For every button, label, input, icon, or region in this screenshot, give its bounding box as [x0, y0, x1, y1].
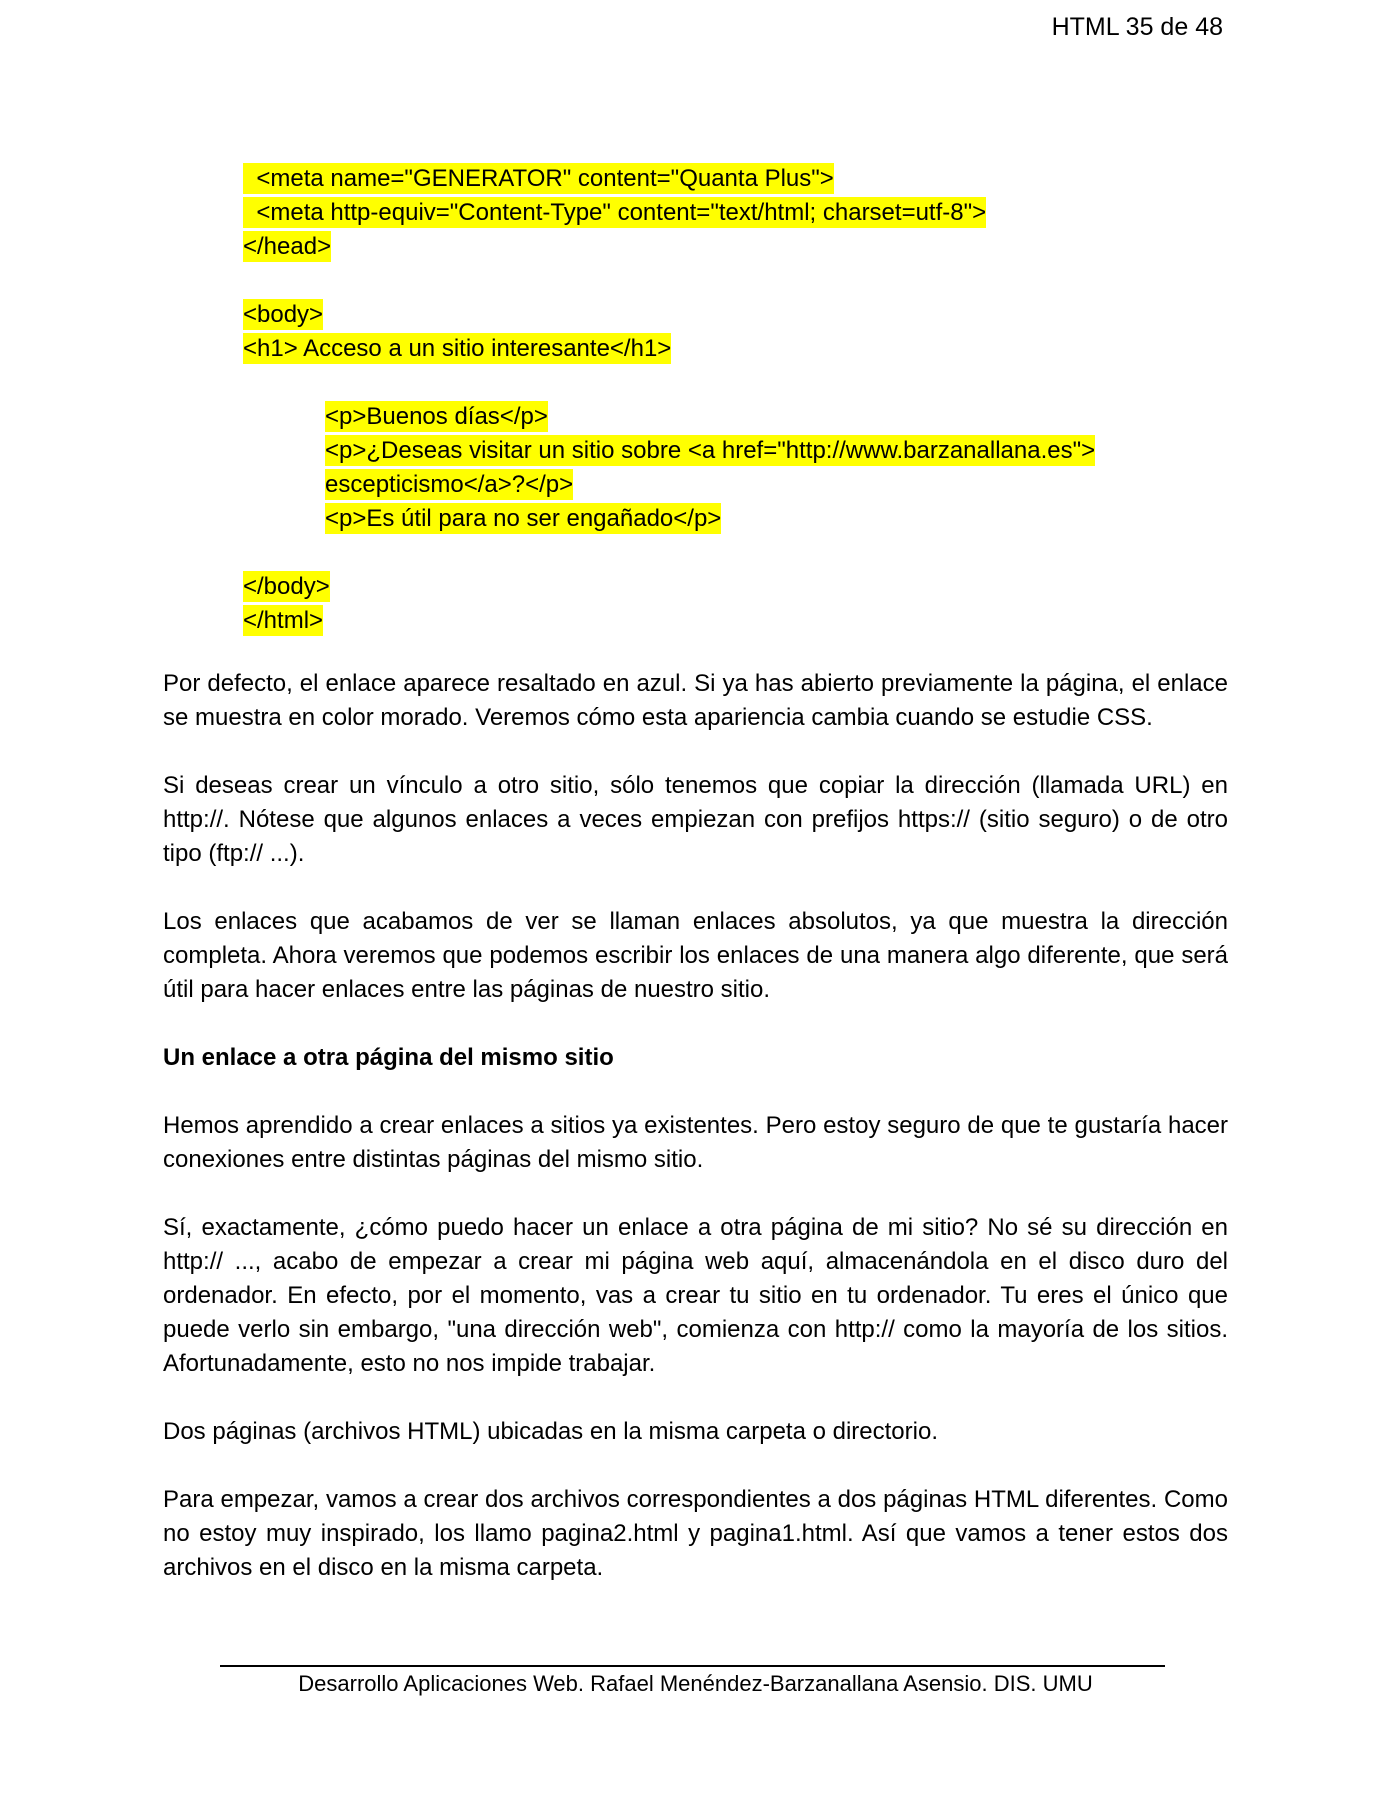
paragraph: Sí, exactamente, ¿cómo puedo hacer un enlace a otra página de mi sitio? No sé su dirección en http:// ..., acabo de empezar a crear mi página web aquí, almacenándola en el disco duro del ordenador. En efecto, por el momento, vas a crear tu sitio en tu ordenador. Tu eres el único que puede verlo sin embargo, "una dirección web", comienza con http:// como la mayoría de los sitios. Afortunadamente, esto no nos impide trabajar. — [163, 1214, 1228, 1377]
code-spacer — [243, 366, 1095, 400]
code-line: <h1> Acceso a un sitio interesante</h1> — [243, 335, 672, 362]
footer-divider — [220, 1665, 1165, 1667]
footer-text: Desarrollo Aplicaciones Web. Rafael Menéndez-Barzanallana Asensio. DIS. UMU — [298, 1671, 1093, 1696]
paragraph: Los enlaces que acabamos de ver se llaman enlaces absolutos, ya que muestra la dirección completa. Ahora veremos que podemos escribir los enlaces de una manera algo diferente, que será útil para hacer enlaces entre las páginas de nuestro sitio. — [163, 908, 1228, 1003]
paragraph: Si deseas crear un vínculo a otro sitio, sólo tenemos que copiar la dirección (llamada URL) en http://. Nótese que algunos enlaces a veces empiezan con prefijos https:// (sitio seguro) o de otro tipo (ftp:// ...). — [163, 772, 1228, 867]
code-line: <p>¿Deseas visitar un sitio sobre <a href="http://www.barzanallana.es"> — [325, 437, 1096, 464]
code-line: escepticismo</a>?</p> — [325, 471, 574, 498]
paragraph: Por defecto, el enlace aparece resaltado en azul. Si ya has abierto previamente la página, el enlace se muestra en color morado. Veremos cómo esta apariencia cambia cuando se estudie CSS. — [163, 670, 1228, 731]
code-line: <meta http-equiv="Content-Type" content="text/html; charset=utf-8"> — [243, 199, 987, 226]
code-line: <p>Buenos días</p> — [325, 403, 548, 430]
paragraph: Dos páginas (archivos HTML) ubicadas en la misma carpeta o directorio. — [163, 1418, 938, 1445]
document-body — [163, 667, 1228, 1619]
paragraph: Hemos aprendido a crear enlaces a sitios ya existentes. Pero estoy seguro de que te gustaría hacer conexiones entre distintas páginas del mismo sitio. — [163, 1112, 1228, 1173]
code-line: </body> — [243, 573, 330, 600]
code-line: </head> — [243, 233, 332, 260]
code-line: </html> — [243, 607, 324, 634]
code-line: <p>Es útil para no ser engañado</p> — [325, 505, 722, 532]
code-spacer — [243, 264, 1095, 298]
code-line: <meta name="GENERATOR" content="Quanta Plus"> — [243, 165, 834, 192]
code-listing — [243, 162, 1095, 638]
paragraph: Para empezar, vamos a crear dos archivos correspondientes a dos páginas HTML diferentes. Como no estoy muy inspirado, los llamo pagina2.html y pagina1.html. Así que vamos a tener estos dos archivos en el disco en la misma carpeta. — [163, 1486, 1228, 1581]
page-number-label: HTML 35 de 48 — [1051, 13, 1223, 41]
section-heading: Un enlace a otra página del mismo sitio — [163, 1044, 614, 1071]
code-line: <body> — [243, 301, 324, 328]
code-spacer — [243, 536, 1095, 570]
